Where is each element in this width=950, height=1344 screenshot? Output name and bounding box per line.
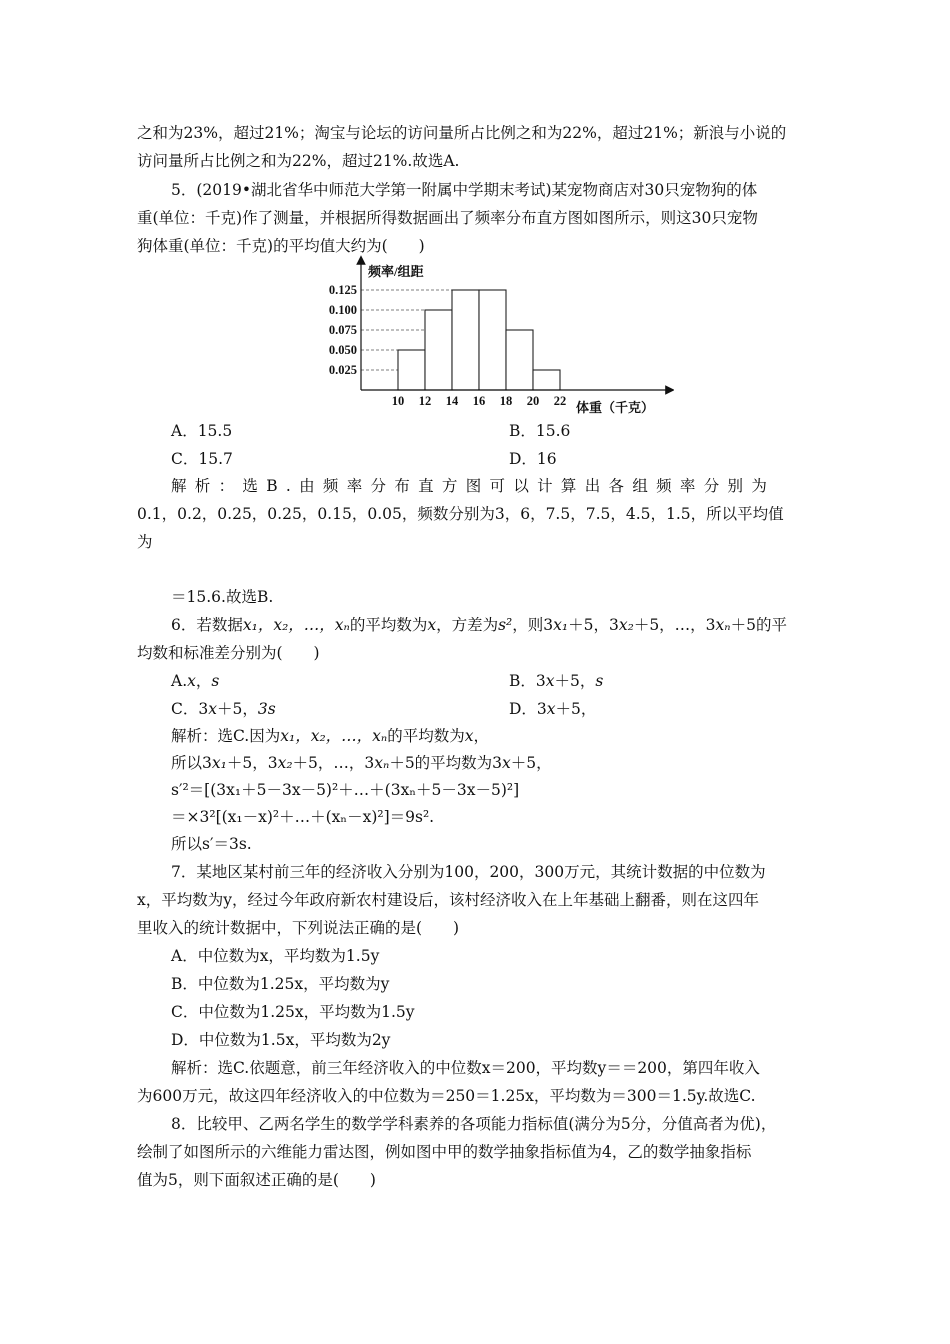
histogram-bar [533, 370, 560, 390]
q5-solution-line-3: 为 [137, 533, 153, 551]
x-tick-label: 14 [445, 394, 459, 408]
q5-solution-line-4: ＝15.6.故选B. [171, 588, 274, 606]
q5-option-a: A．15.5 [171, 422, 233, 440]
q6-solution-line-2: 所以3x₁＋5，3x₂＋5，…，3xₙ＋5的平均数为3x＋5， [171, 754, 552, 772]
q5-solution-line-1: 解析：选B.由频率分布直方图可以计算出各组频率分别为 [171, 477, 776, 495]
y-axis-label: 频率/组距 [368, 264, 424, 279]
q7-line-3: 里收入的统计数据中，下列说法正确的是( ) [137, 919, 460, 937]
histogram-bar [506, 330, 533, 390]
y-tick-label: 0.025 [328, 363, 357, 377]
q7-option-b: B．中位数为1.25x，平均数为y [171, 975, 390, 993]
q6-option-a: A.x，s [171, 672, 220, 690]
q7-option-d: D．中位数为1.5x，平均数为2y [171, 1031, 391, 1049]
q7-option-a: A．中位数为x，平均数为1.5y [171, 947, 380, 965]
q5-option-b: B．15.6 [509, 422, 571, 440]
histogram [318, 254, 674, 414]
q6-solution-line-4: ＝×3²[(x₁－x)²＋…＋(xₙ－x)²]＝9s². [171, 808, 435, 826]
q5-option-d: D．16 [509, 450, 557, 468]
q5-line-2: 重(单位：千克)作了测量，并根据所得数据画出了频率分布直方图如图所示，则这30只宠物 [137, 209, 758, 227]
q8-line-3: 值为5，则下面叙述正确的是( ) [137, 1171, 376, 1189]
y-tick-label: 0.100 [328, 303, 357, 317]
x-tick-label: 12 [418, 394, 432, 408]
q6-solution-line-3: s′²＝[(3x₁＋5－3x－5)²＋…＋(3xₙ＋5－3x－5)²] [171, 781, 520, 799]
q7-solution-line-2: 为600万元，故这四年经济收入的中位数为＝250＝1.25x，平均数为＝300＝1.5y.故选C. [137, 1087, 756, 1105]
histogram-bar [398, 350, 425, 390]
x-tick-label: 18 [499, 394, 513, 408]
q5-line-3: 狗体重(单位：千克)的平均值大约为( ) [137, 237, 425, 255]
q8-line-2: 绘制了如图所示的六维能力雷达图，例如图中甲的数学抽象指标值为4，乙的数学抽象指标 [137, 1143, 752, 1161]
q6-option-c: C．3x＋5，3s [171, 700, 276, 718]
p4-line-2: 访问量所占比例之和为22%，超过21%.故选A. [137, 152, 460, 170]
x-tick-label: 16 [472, 394, 486, 408]
q5-solution-line-2: 0.1，0.2，0.25，0.25，0.15，0.05，频数分别为3，6，7.5，7.5，4.5，1.5，所以平均值 [137, 505, 784, 523]
q6-option-d: D．3x＋5， [509, 700, 597, 718]
q6-solution-line-5: 所以s′＝3s. [171, 835, 252, 853]
q6-line-2: 均数和标准差分别为( ) [137, 644, 320, 662]
histogram-bar [425, 310, 452, 390]
q7-line-2: x，平均数为y，经过今年政府新农村建设后，该村经济收入在上年基础上翻番，则在这四年 [137, 891, 760, 909]
x-tick-label: 20 [526, 394, 540, 408]
histogram-bar [452, 290, 479, 390]
q7-solution-line-1: 解析：选C.依题意，前三年经济收入的中位数x＝200，平均数y＝＝200，第四年收入 [171, 1059, 760, 1077]
p4-line-1: 之和为23%，超过21%；淘宝与论坛的访问量所占比例之和为22%，超过21%；新浪与小说的 [137, 124, 787, 142]
x-axis-label: 体重（千克） [576, 400, 655, 414]
q5-line-1: 5．(2019•湖北省华中师范大学第一附属中学期末考试)某宠物商店对30只宠物狗的体 [171, 181, 758, 199]
q6-line-1: 6．若数据x₁，x₂，…，xₙ的平均数为x，方差为s²，则3x₁＋5，3x₂＋5，…，3xₙ＋5的平 [171, 616, 787, 634]
q6-option-b: B．3x＋5，s [509, 672, 604, 690]
histogram-bar [479, 290, 506, 390]
q7-option-c: C．中位数为1.25x，平均数为1.5y [171, 1003, 415, 1021]
x-tick-label: 10 [391, 394, 405, 408]
q7-line-1: 7．某地区某村前三年的经济收入分别为100，200，300万元，其统计数据的中位数为 [171, 863, 766, 881]
x-tick-label: 22 [553, 394, 567, 408]
q6-solution-line-1: 解析：选C.因为x₁，x₂，…，xₙ的平均数为x， [171, 727, 489, 745]
y-tick-label: 0.125 [328, 283, 357, 297]
q5-option-c: C．15.7 [171, 450, 233, 468]
q8-line-1: 8．比较甲、乙两名学生的数学学科素养的各项能力指标值(满分为5分，分值高者为优)， [171, 1115, 777, 1133]
y-tick-label: 0.050 [328, 343, 357, 357]
y-tick-label: 0.075 [328, 323, 357, 337]
